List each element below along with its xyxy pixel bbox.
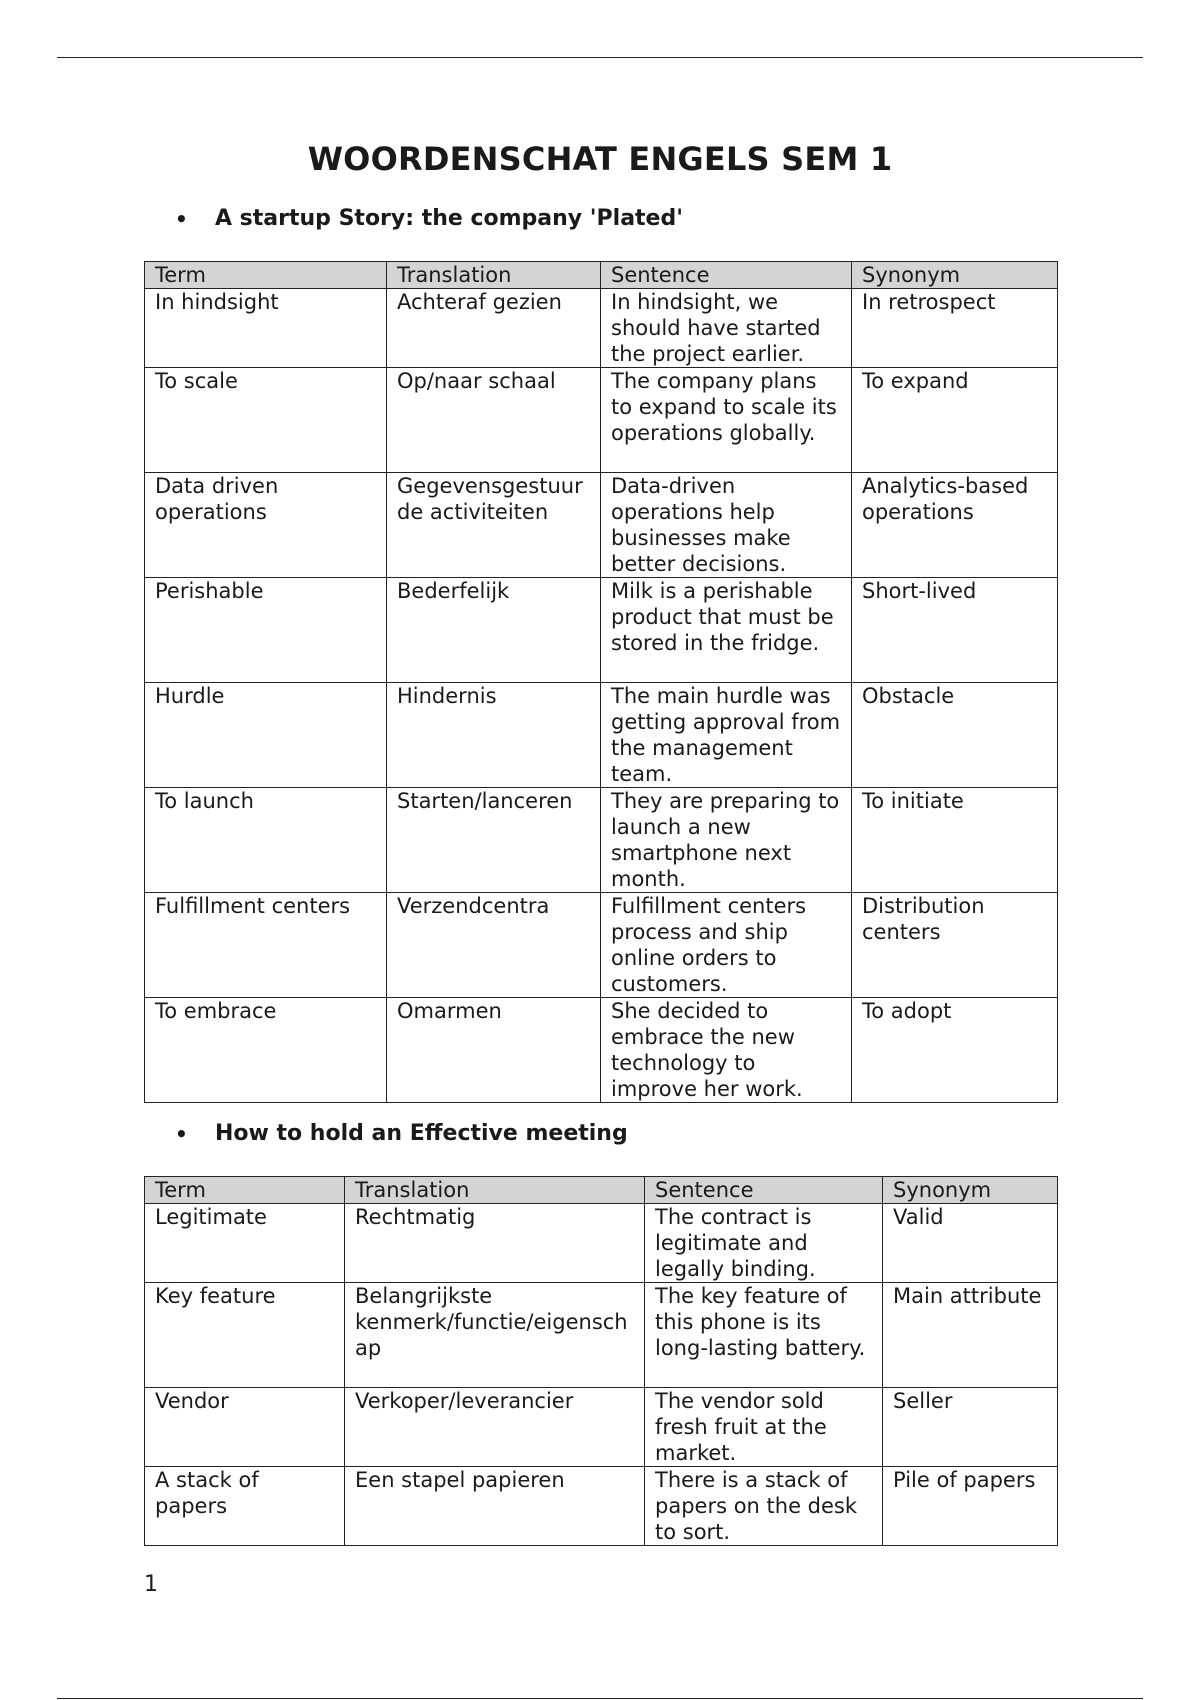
column-header-term: Term xyxy=(145,262,387,289)
table-row xyxy=(145,1204,1058,1283)
table-row xyxy=(145,893,1058,998)
cell-translation: Gegevensgestuurde activiteiten xyxy=(387,473,601,578)
column-header-translation: Translation xyxy=(345,1177,645,1204)
cell-sentence: Data-driven operations help businesses make better decisions. xyxy=(601,473,852,578)
table-row xyxy=(145,368,1058,473)
cell-translation: Achteraf gezien xyxy=(387,289,601,368)
column-header-synonym: Synonym xyxy=(883,1177,1058,1204)
cell-synonym: To initiate xyxy=(852,788,1058,893)
cell-synonym: Main attribute xyxy=(883,1283,1058,1388)
cell-synonym: To expand xyxy=(852,368,1058,473)
cell-term: In hindsight xyxy=(145,289,387,368)
cell-term: Vendor xyxy=(145,1388,345,1467)
column-header-synonym: Synonym xyxy=(852,262,1058,289)
column-header-sentence: Sentence xyxy=(645,1177,883,1204)
table-header-row xyxy=(145,1177,1058,1204)
cell-term: Data driven operations xyxy=(145,473,387,578)
vocab-table-meeting xyxy=(144,1176,1058,1546)
cell-synonym: In retrospect xyxy=(852,289,1058,368)
column-header-translation: Translation xyxy=(387,262,601,289)
column-header-sentence: Sentence xyxy=(601,262,852,289)
section-heading-startup xyxy=(175,206,683,231)
column-header-term: Term xyxy=(145,1177,345,1204)
table-row xyxy=(145,289,1058,368)
cell-synonym: Analytics-based operations xyxy=(852,473,1058,578)
cell-synonym: To adopt xyxy=(852,998,1058,1103)
cell-term: Fulfillment centers xyxy=(145,893,387,998)
cell-term: To launch xyxy=(145,788,387,893)
cell-sentence: The contract is legitimate and legally binding. xyxy=(645,1204,883,1283)
bullet-icon: • xyxy=(175,1121,188,1146)
section-heading-text: A startup Story: the company 'Plated' xyxy=(215,206,683,231)
cell-translation: Rechtmatig xyxy=(345,1204,645,1283)
cell-sentence: She decided to embrace the new technology to improve her work. xyxy=(601,998,852,1103)
cell-sentence: The vendor sold fresh fruit at the market. xyxy=(645,1388,883,1467)
bottom-rule xyxy=(57,1698,1143,1699)
table-row xyxy=(145,1283,1058,1388)
table-row xyxy=(145,788,1058,893)
cell-sentence: The key feature of this phone is its long-lasting battery. xyxy=(645,1283,883,1388)
table-row xyxy=(145,473,1058,578)
cell-sentence: Milk is a perishable product that must be stored in the fridge. xyxy=(601,578,852,683)
cell-synonym: Seller xyxy=(883,1388,1058,1467)
vocab-table-startup xyxy=(144,261,1058,1103)
page-title: WOORDENSCHAT ENGELS SEM 1 xyxy=(307,140,893,178)
cell-synonym: Short-lived xyxy=(852,578,1058,683)
table-header-row xyxy=(145,262,1058,289)
cell-synonym: Pile of papers xyxy=(883,1467,1058,1546)
cell-translation: Verkoper/leverancier xyxy=(345,1388,645,1467)
bullet-icon: • xyxy=(175,206,188,231)
section-heading-text: How to hold an Effective meeting xyxy=(215,1121,628,1146)
top-rule xyxy=(57,57,1143,58)
table-row xyxy=(145,683,1058,788)
cell-sentence: In hindsight, we should have started the project earlier. xyxy=(601,289,852,368)
cell-sentence: Fulfillment centers process and ship online orders to customers. xyxy=(601,893,852,998)
cell-translation: Starten/lanceren xyxy=(387,788,601,893)
cell-term: Perishable xyxy=(145,578,387,683)
cell-translation: Belangrijkste kenmerk/functie/eigenschap xyxy=(345,1283,645,1388)
cell-synonym: Obstacle xyxy=(852,683,1058,788)
section-heading-meeting xyxy=(175,1121,628,1146)
cell-term: Legitimate xyxy=(145,1204,345,1283)
cell-term: To embrace xyxy=(145,998,387,1103)
cell-translation: Verzendcentra xyxy=(387,893,601,998)
cell-sentence: They are preparing to launch a new smartphone next month. xyxy=(601,788,852,893)
cell-term: A stack of papers xyxy=(145,1467,345,1546)
cell-term: Key feature xyxy=(145,1283,345,1388)
cell-translation: Hindernis xyxy=(387,683,601,788)
table-row xyxy=(145,1388,1058,1467)
cell-synonym: Distribution centers xyxy=(852,893,1058,998)
cell-translation: Bederfelijk xyxy=(387,578,601,683)
cell-sentence: There is a stack of papers on the desk to sort. xyxy=(645,1467,883,1546)
table-row xyxy=(145,578,1058,683)
cell-synonym: Valid xyxy=(883,1204,1058,1283)
cell-term: To scale xyxy=(145,368,387,473)
cell-term: Hurdle xyxy=(145,683,387,788)
cell-sentence: The company plans to expand to scale its operations globally. xyxy=(601,368,852,473)
table-row xyxy=(145,1467,1058,1546)
page-number: 1 xyxy=(144,1572,158,1597)
cell-translation: Een stapel papieren xyxy=(345,1467,645,1546)
cell-translation: Omarmen xyxy=(387,998,601,1103)
cell-sentence: The main hurdle was getting approval from the management team. xyxy=(601,683,852,788)
cell-translation: Op/naar schaal xyxy=(387,368,601,473)
table-row xyxy=(145,998,1058,1103)
